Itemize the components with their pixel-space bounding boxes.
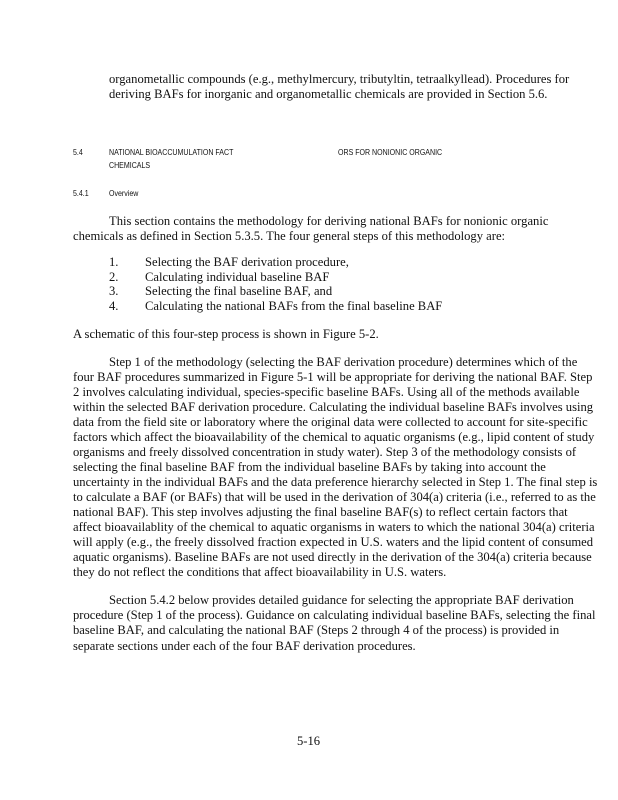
intro-paragraph: organometallic compounds (e.g., methylmercury, tributyltin, tetraalkyllead). Procedures for deriving BAFs for inorganic and organometallic chemicals are provided in Section 5.6. (109, 72, 570, 102)
page-number: 5-16 (297, 734, 321, 748)
list-item (109, 284, 442, 299)
section-title-part1: NATIONAL BIOACCUMULATION FACT (109, 147, 234, 157)
section-title-part2: ORS FOR NONIONIC ORGANIC (338, 147, 443, 157)
subsection-title: Overview (109, 188, 139, 198)
paragraph-schematic: A schematic of this four-step process is shown in Figure 5-2. (73, 327, 379, 341)
paragraph-guidance: Section 5.4.2 below provides detailed guidance for selecting the appropriate BAF derivation procedure (Step 1 of the process). Guidance on calculating individual baseline BAFs, selecting the final baseline BAF, and calculating the national BAF (Steps 2 through 4 of the process) is provided in separate sections under each of the four BAF derivation procedures. (73, 593, 596, 653)
paragraph-steps-detail: Step 1 of the methodology (selecting the BAF derivation procedure) determines which of the four BAF procedures summarized in Figure 5-1 will be appropriate for deriving the national BAF. Step 2 involves calculating individual, species-specific baseline BAFs. Using all of the methods available within the selected BAF derivation procedure. Calculating the individual baseline BAFs involves using data from the field site or laboratory where the original data were collected to account for site-specific factors which affect the bioavailability of the chemical to aquatic organisms (e.g., lipid content of study organisms and freely dissolved concentration in study water). Step 3 of the methodology consists of selecting the final baseline BAF from the individual baseline BAFs by taking into account the uncertainty in the individual BAFs and the data preference hierarchy selected in Step 1. The final step is to calculate a BAF (or BAFs) that will be used in the derivation of 304(a) criteria (i.e., referred to as the national BAF). This step involves adjusting the final baseline BAF(s) to reflect certain factors that affect bioavailablity of the chemical to aquatic organisms in waters to which the national 304(a) criteria will apply (e.g., the freely dissolved fraction expected in U.S. waters and the lipid content of consumed aquatic organisms). Baseline BAFs are not used directly in the derivation of the 304(a) criteria because they do not reflect the conditions that affect bioavailability in U.S. waters. (73, 355, 598, 579)
step-text: Calculating the national BAFs from the final baseline BAF (145, 298, 443, 313)
list-item (109, 270, 442, 285)
step-text: Selecting the final baseline BAF, and (145, 284, 333, 299)
paragraph-methodology: This section contains the methodology for deriving national BAFs for nonionic organic chemicals as defined in Section 5.3.5. The four general steps of this methodology are: (73, 214, 549, 244)
section-number: 5.4 (73, 147, 83, 157)
step-text: Calculating individual baseline BAF (145, 269, 330, 284)
step-number: 1. (109, 255, 119, 269)
section-title-part3: CHEMICALS (109, 160, 151, 170)
list-item (109, 255, 442, 270)
steps-list (109, 255, 442, 313)
step-text: Selecting the BAF derivation procedure, (145, 255, 349, 269)
list-item (109, 299, 442, 314)
step-number: 4. (109, 298, 119, 313)
step-number: 3. (109, 284, 119, 299)
subsection-number: 5.4.1 (73, 188, 89, 198)
step-number: 2. (109, 269, 119, 284)
